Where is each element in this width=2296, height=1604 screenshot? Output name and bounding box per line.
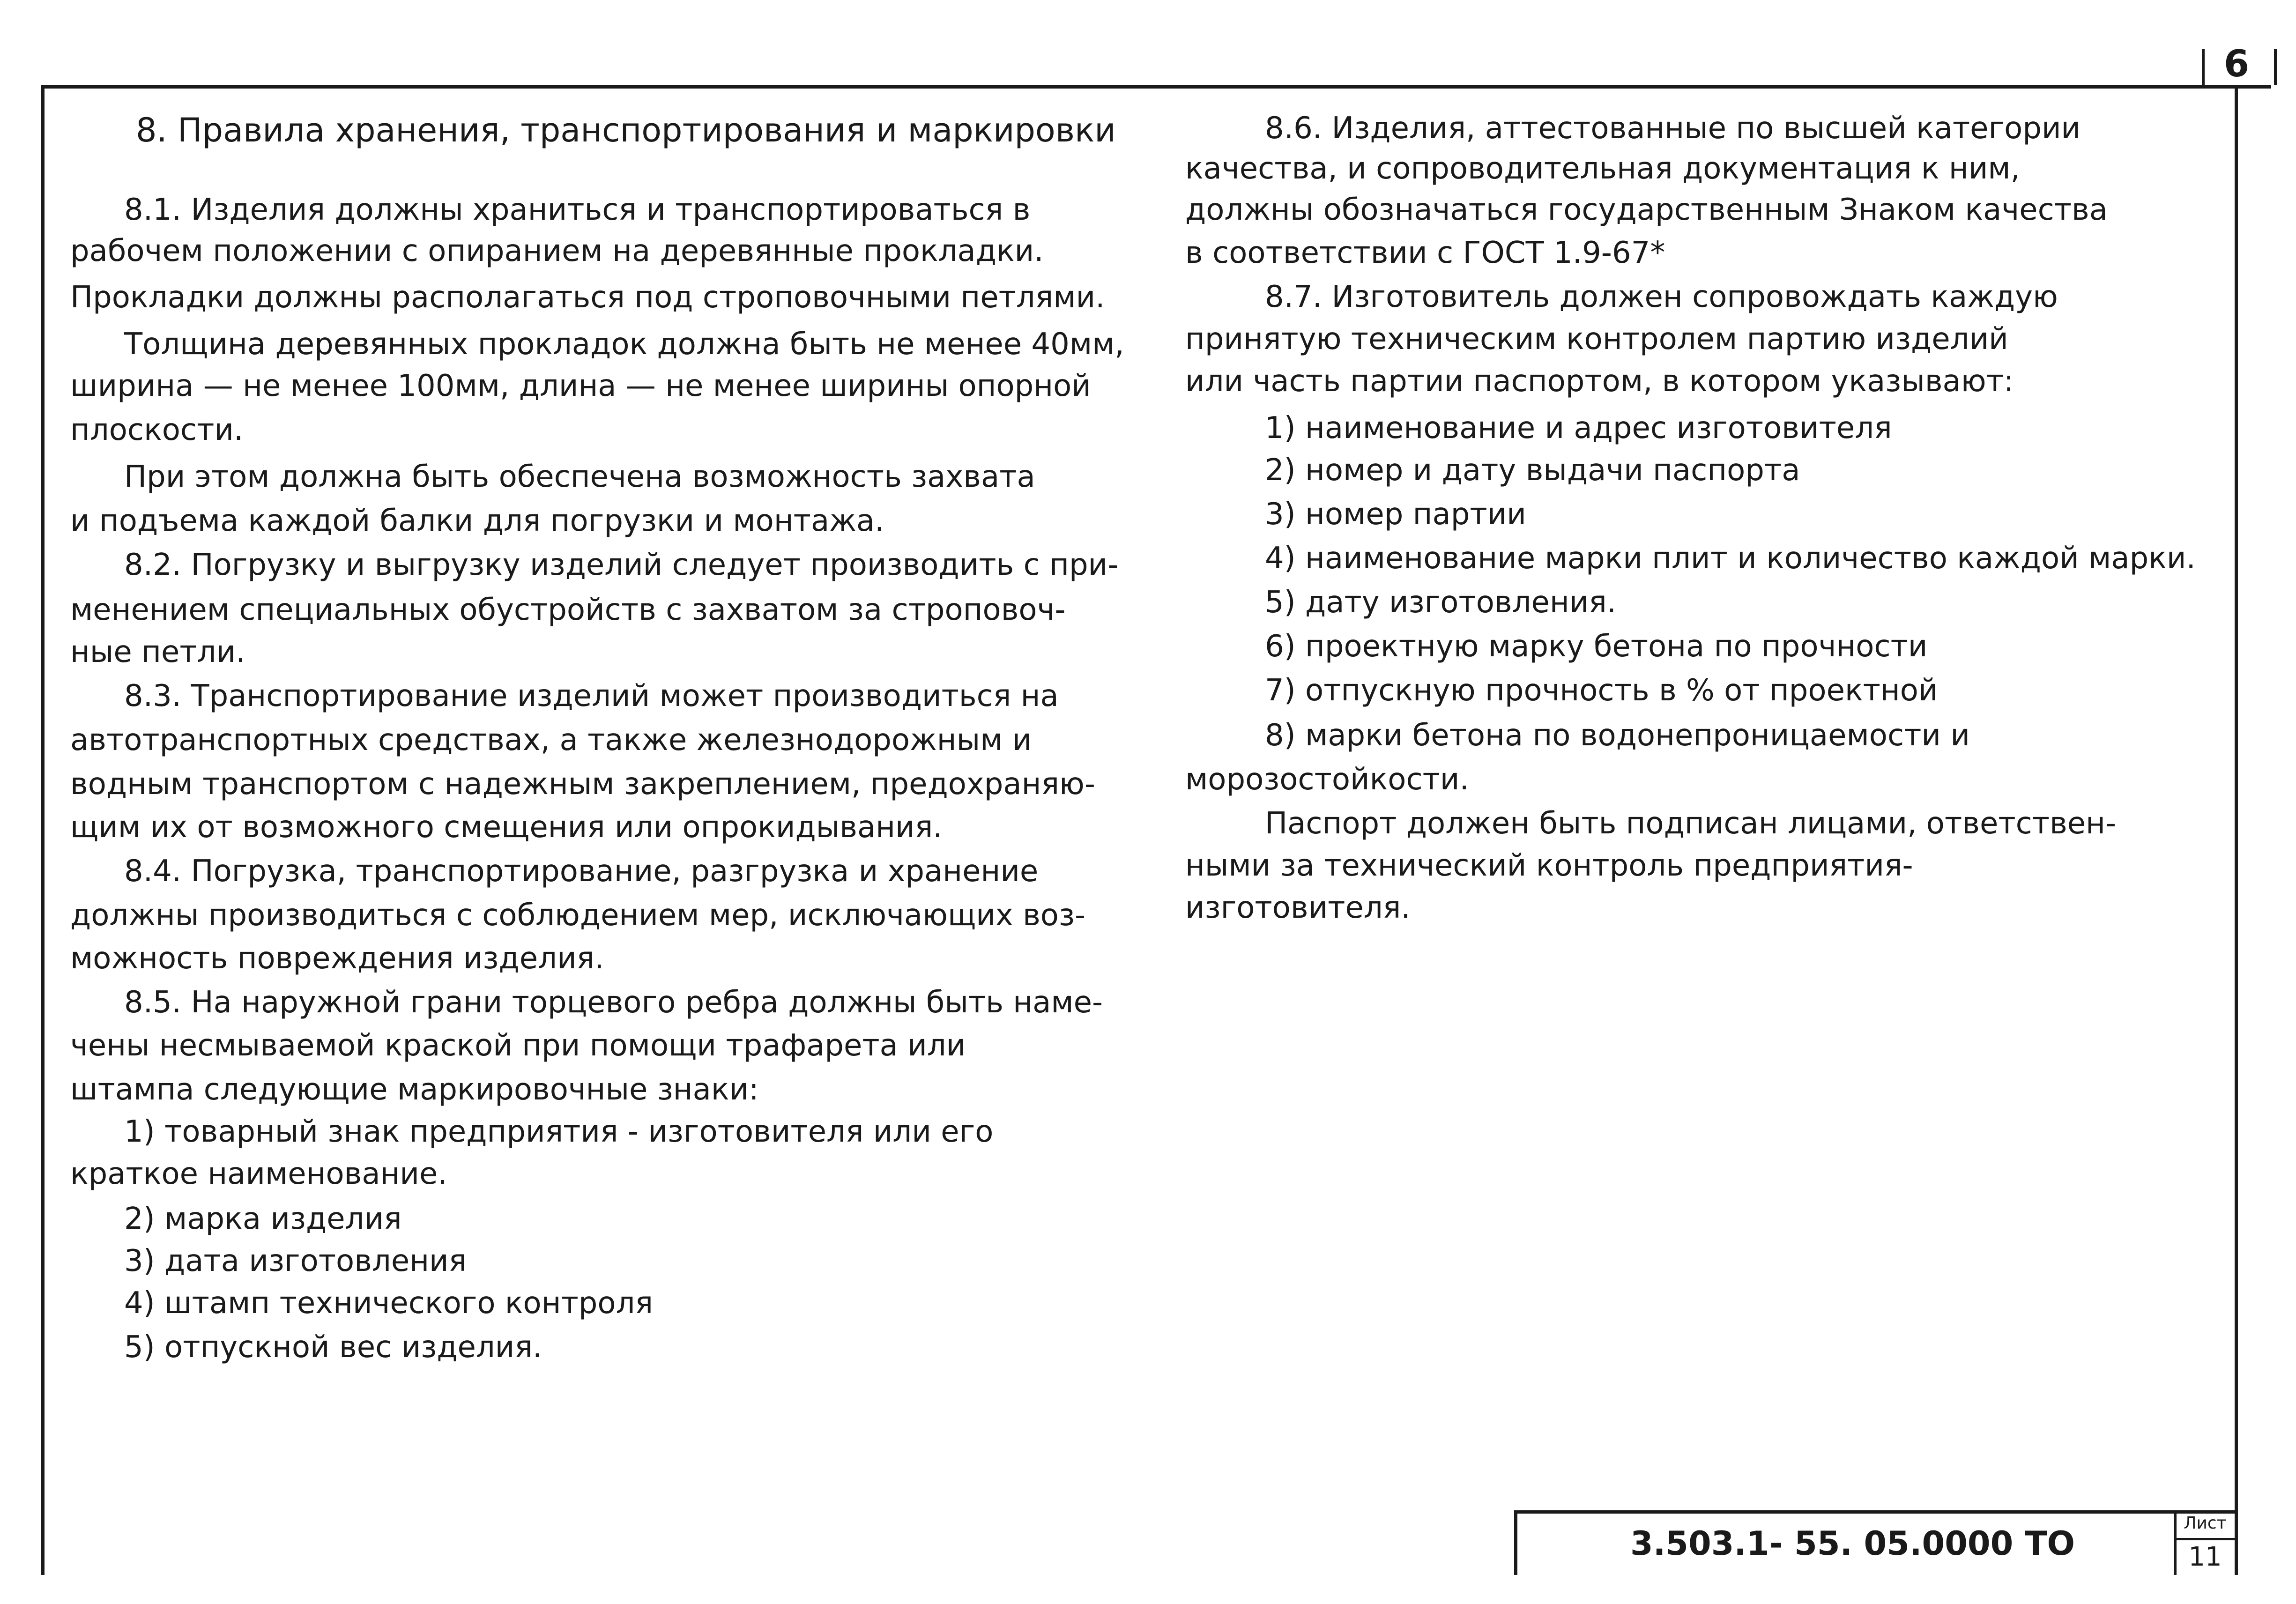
sheet-number: 11 bbox=[2188, 1542, 2222, 1572]
right-line: 7) отпускную прочность в % от проектной bbox=[1265, 673, 1938, 708]
left-line: и подъема каждой балки для погрузки и монтажа. bbox=[70, 504, 884, 538]
right-line: или часть партии паспортом, в котором указывают: bbox=[1185, 364, 2014, 399]
right-line: 1) наименование и адрес изготовителя bbox=[1265, 411, 1892, 446]
left-line: 3) дата изготовления bbox=[124, 1244, 467, 1278]
right-line: 8.7. Изготовитель должен сопровождать каждую bbox=[1265, 280, 2058, 314]
frame-right-border bbox=[2235, 85, 2238, 1575]
sheet-label: Лист bbox=[2184, 1514, 2227, 1533]
left-line: штампа следующие маркировочные знаки: bbox=[70, 1072, 759, 1107]
left-line: При этом должна быть обеспечена возможность захвата bbox=[124, 460, 1035, 494]
right-line: ными за технический контроль предприятия- bbox=[1185, 848, 1913, 883]
right-line: 2) номер и дату выдачи паспорта bbox=[1265, 453, 1800, 488]
left-line: Прокладки должны располагаться под строповочными петлями. bbox=[70, 280, 1105, 315]
right-line: должны обозначаться государственным Знаком качества bbox=[1185, 193, 2108, 227]
title-block-sheet-divider bbox=[2174, 1510, 2177, 1575]
right-line: 6) проектную марку бетона по прочности bbox=[1265, 629, 1928, 664]
title-block-sheet-midline bbox=[2174, 1538, 2235, 1540]
left-line: щим их от возможного смещения или опрокидывания. bbox=[70, 810, 943, 845]
right-line: в соответствии с ГОСТ 1.9-67* bbox=[1185, 236, 1665, 270]
frame-left-border bbox=[41, 85, 45, 1575]
left-line: краткое наименование. bbox=[70, 1157, 447, 1191]
left-line: рабочем положении с опиранием на деревянные прокладки. bbox=[70, 234, 1044, 268]
left-line: 8.3. Транспортирование изделий может производиться на bbox=[124, 679, 1059, 713]
left-line: 8.1. Изделия должны храниться и транспортироваться в bbox=[124, 193, 1031, 227]
right-line: 3) номер партии bbox=[1265, 497, 1526, 532]
left-line: ные петли. bbox=[70, 635, 245, 669]
left-line: 8.5. На наружной грани торцевого ребра должны быть наме- bbox=[124, 985, 1103, 1020]
left-line: можность повреждения изделия. bbox=[70, 941, 604, 976]
left-line: 4) штамп технического контроля bbox=[124, 1286, 653, 1321]
right-line: 5) дату изготовления. bbox=[1265, 585, 1617, 620]
right-line: качества, и сопроводительная документация к ним, bbox=[1185, 151, 2020, 186]
right-line: морозостойкости. bbox=[1185, 762, 1469, 797]
left-line: 5) отпускной вес изделия. bbox=[124, 1330, 542, 1365]
left-line: водным транспортом с надежным закреплением, предохраняю- bbox=[70, 767, 1095, 802]
left-line: плоскости. bbox=[70, 413, 244, 447]
section-heading: 8. Правила хранения, транспортирования и маркировки bbox=[136, 111, 1116, 149]
left-line: Толщина деревянных прокладок должна быть не менее 40мм, bbox=[124, 327, 1124, 362]
left-line: 1) товарный знак предприятия - изготовителя или его bbox=[124, 1114, 994, 1149]
left-line: 8.2. Погрузку и выгрузку изделий следует производить с при- bbox=[124, 548, 1119, 582]
left-line: должны производиться с соблюдением мер, исключающих воз- bbox=[70, 898, 1086, 933]
left-line: ширина — не менее 100мм, длина — не менее ширины опорной bbox=[70, 369, 1091, 403]
right-line: 8.6. Изделия, аттестованные по высшей категории bbox=[1265, 111, 2081, 146]
left-line: 8.4. Погрузка, транспортирование, разгрузка и хранение bbox=[124, 854, 1039, 889]
right-line: 4) наименование марки плит и количество каждой марки. bbox=[1265, 541, 2196, 576]
left-line: автотранспортных средствах, а также железнодорожным и bbox=[70, 723, 1032, 757]
title-block-left-border bbox=[1514, 1510, 1517, 1575]
right-line: изготовителя. bbox=[1185, 891, 1411, 925]
left-line: менением специальных обустройств с захватом за строповоч- bbox=[70, 593, 1066, 627]
right-line: Паспорт должен быть подписан лицами, ответствен- bbox=[1265, 806, 2117, 841]
frame-top-border bbox=[41, 85, 2271, 89]
left-line: чены несмываемой краской при помощи трафарета или bbox=[70, 1028, 966, 1063]
title-block-top-border bbox=[1514, 1510, 2235, 1514]
page-number: 6 bbox=[2223, 43, 2250, 85]
right-line: принятую техническим контролем партию изделий bbox=[1185, 322, 2008, 356]
right-line: 8) марки бетона по водонепроницаемости и bbox=[1265, 718, 1970, 753]
document-designation: 3.503.1- 55. 05.0000 ТО bbox=[1630, 1524, 2075, 1563]
left-line: 2) марка изделия bbox=[124, 1202, 402, 1236]
